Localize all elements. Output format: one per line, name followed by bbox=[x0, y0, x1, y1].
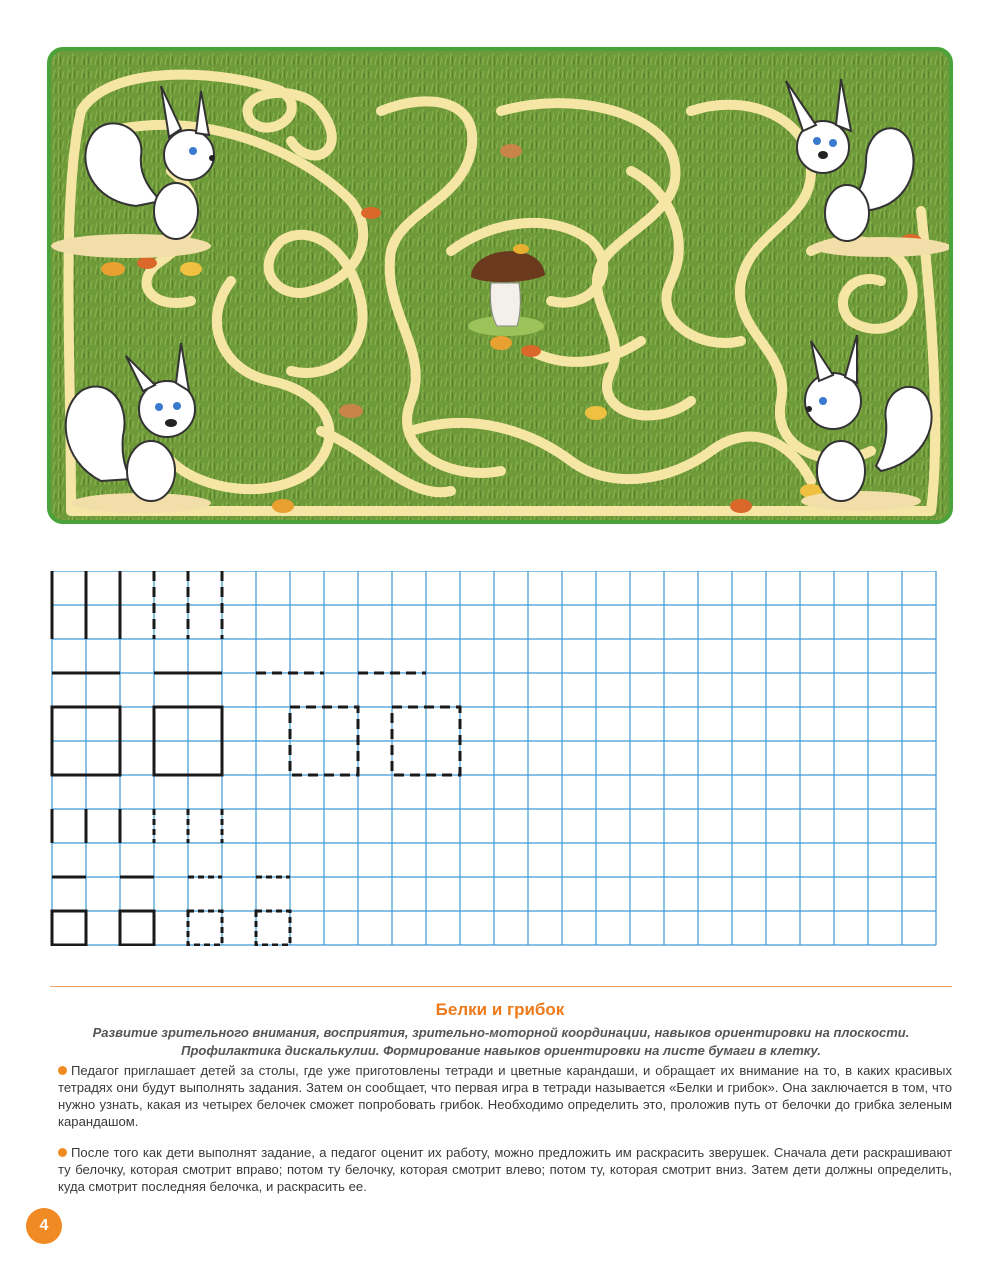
page-number: 4 bbox=[26, 1208, 62, 1244]
worksheet-title: Белки и грибок bbox=[435, 1000, 565, 1019]
paragraph-1-text: Педагог приглашает детей за столы, где уже приготовлены тетради и цветные карандаши, и обращает их внимание на то, в каких красивых тетрадях они будут выполнять задания. Затем он сообщает, что первая игра в тетради называется «Белки и грибок». Она заключается в том, что нужно узнать, какая из четырех белочек сможет попробовать грибок. Необходимо определить это, проложив путь от белочки до грибка зеленым карандашом. bbox=[58, 1063, 952, 1129]
section-divider bbox=[50, 986, 952, 987]
maze-illustration bbox=[47, 47, 953, 524]
instruction-paragraph-2 bbox=[58, 1144, 952, 1195]
grid-lines bbox=[52, 571, 936, 945]
instruction-paragraph-1 bbox=[58, 1062, 952, 1130]
subtitle-line-2: Профилактика дискалькулии. Формирование навыков ориентировки на листе бумаги в клетку. bbox=[181, 1043, 821, 1058]
worksheet-subtitle bbox=[50, 1024, 952, 1060]
subtitle-line-1: Развитие зрительного внимания, восприятия, зрительно-моторной координации, навыков ориентировки на плоскости. bbox=[92, 1025, 910, 1040]
paragraph-2-text: После того как дети выполнят задание, а педагог оценит их работу, можно предложить им раскрасить зверушек. Сначала дети раскрашивают ту белочку, которая смотрит вправо; потом ту белочку, которая смотрит влево; потом ту, которая смотрит вниз. Затем дети должны определить, куда смотрит последняя белочка, и раскрасить ее. bbox=[58, 1145, 952, 1194]
bullet-icon bbox=[58, 1066, 67, 1075]
copy-grid bbox=[50, 571, 941, 946]
bullet-icon bbox=[58, 1148, 67, 1157]
